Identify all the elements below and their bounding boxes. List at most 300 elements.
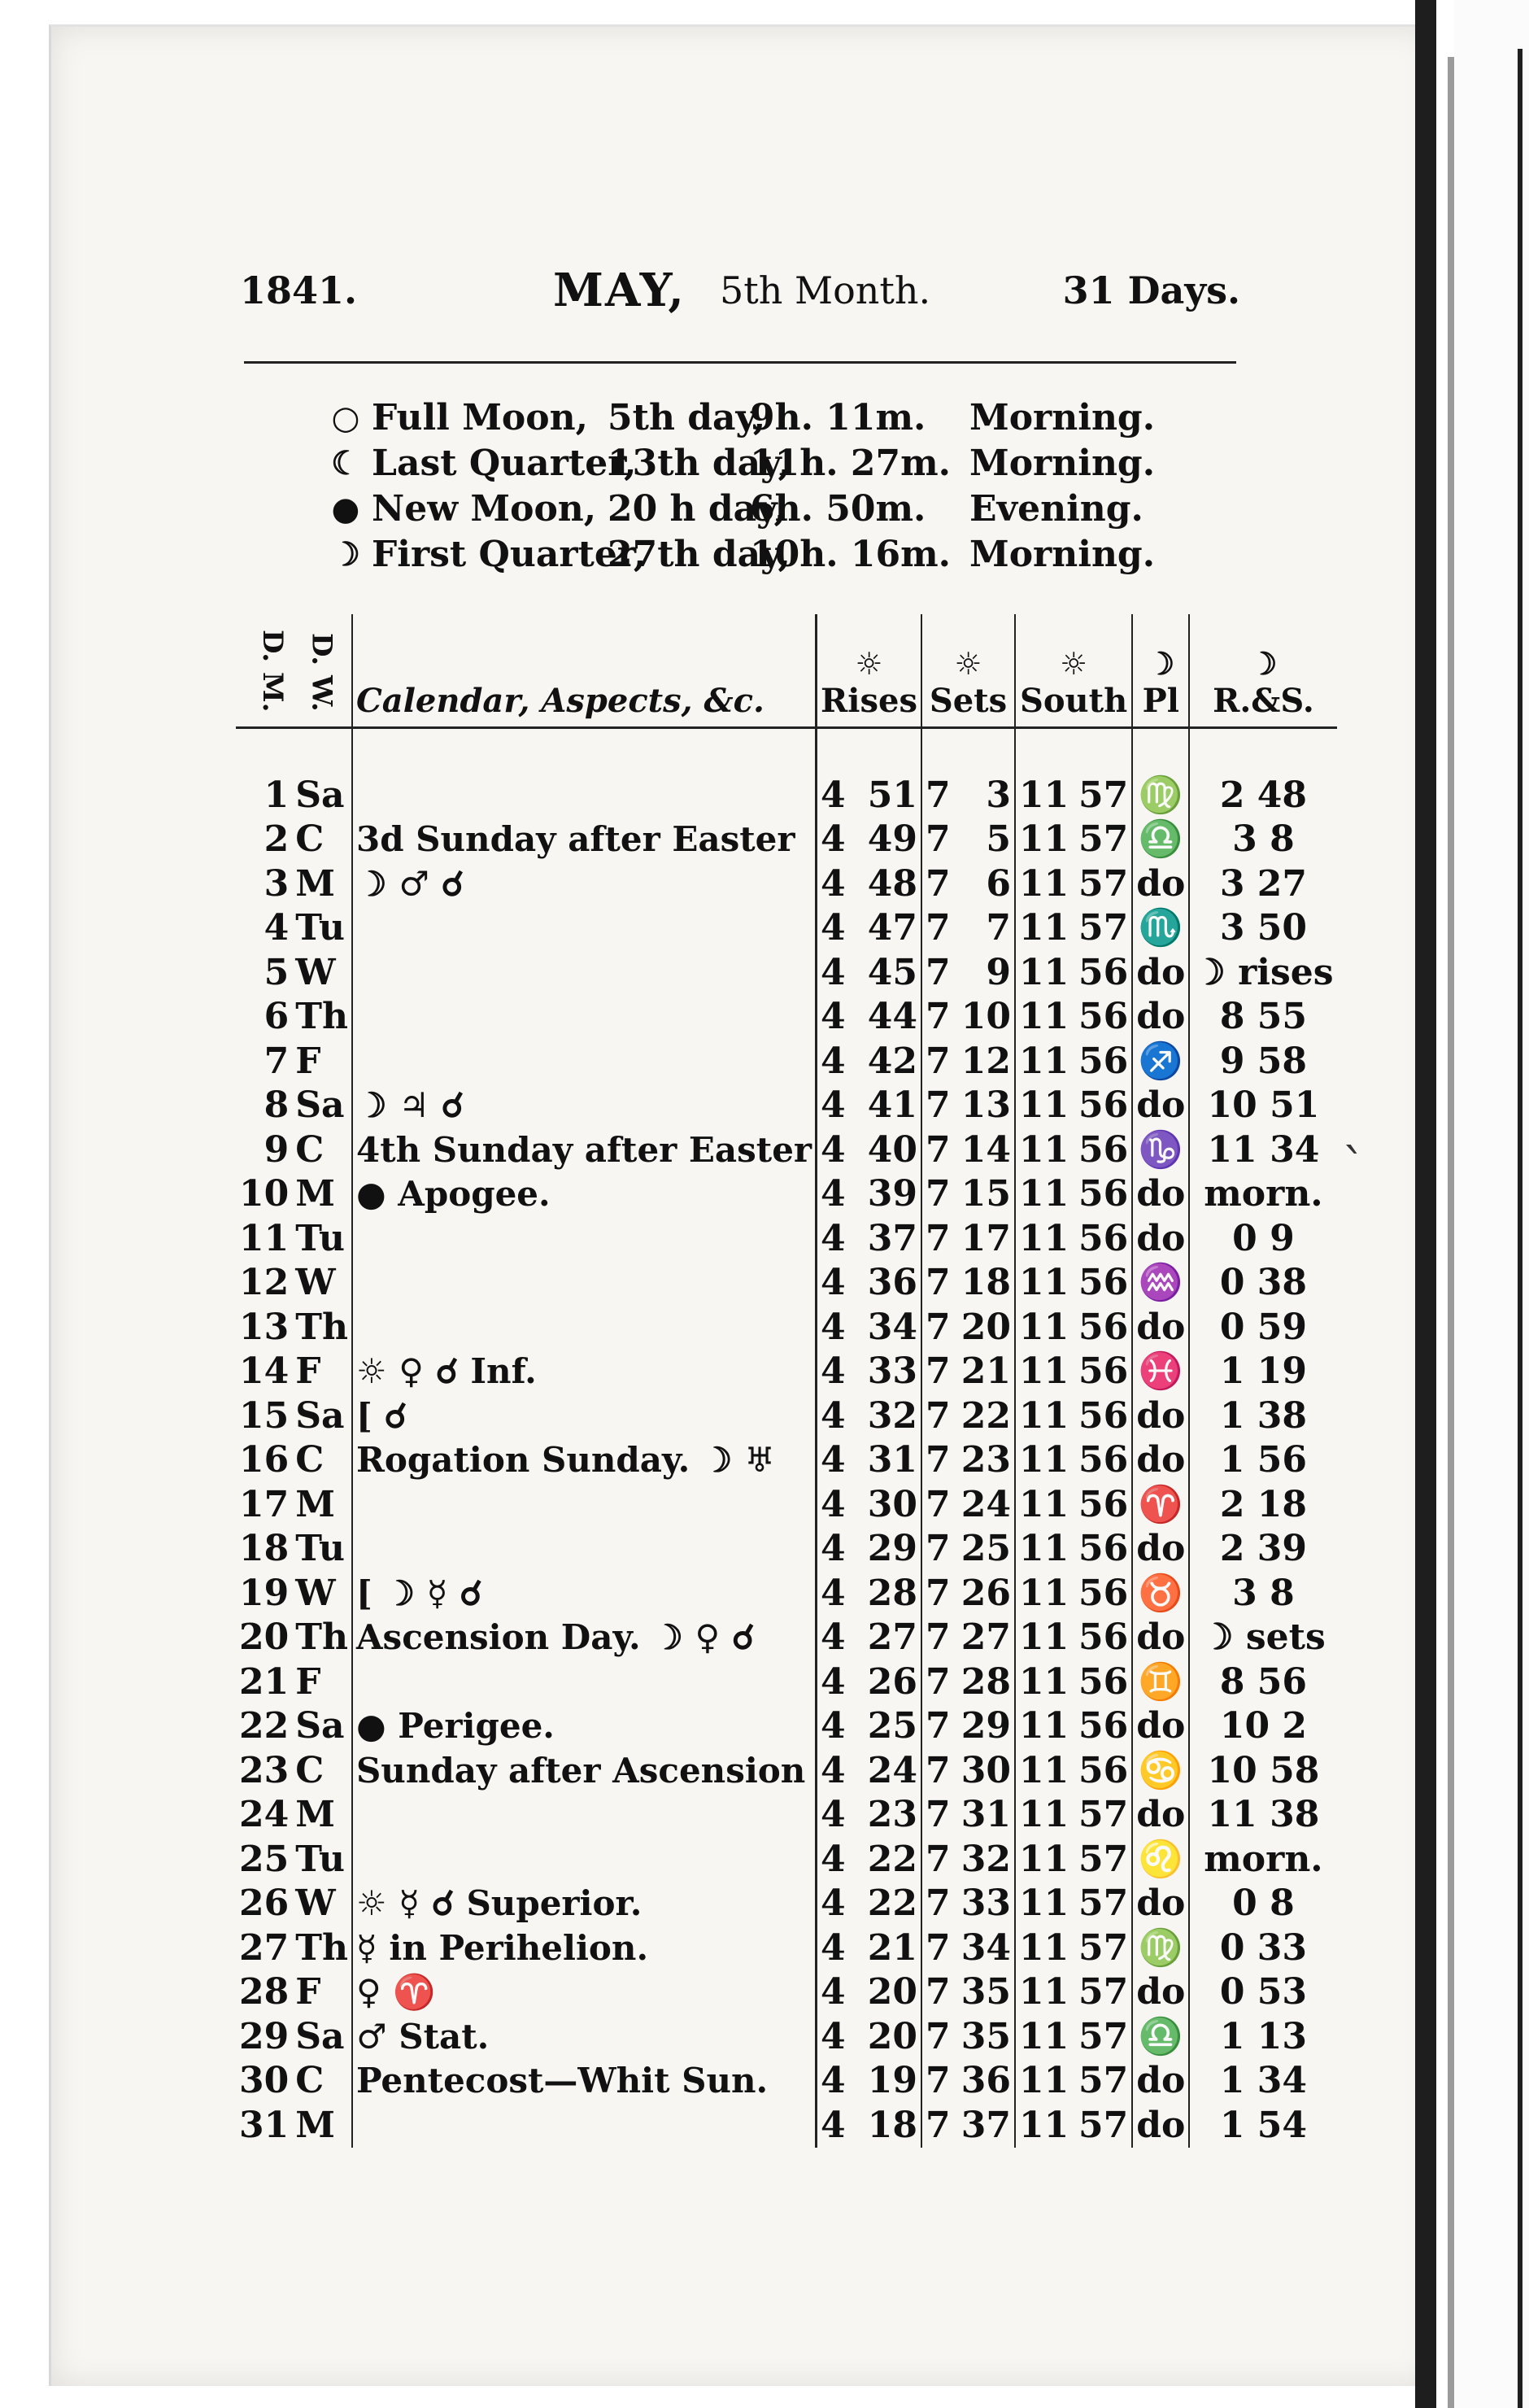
day-of-week: C — [292, 2059, 352, 2104]
moon-rise-set: 9 58 — [1219, 1040, 1308, 1082]
sun-set-hour: 7 — [925, 1040, 951, 1082]
sun-set-min: 36 — [955, 2059, 1015, 2104]
sun-set-min: 23 — [955, 1438, 1015, 1483]
calendar-note — [352, 1660, 817, 1705]
phase-name: Full Moon, — [372, 396, 588, 438]
moon-place: do — [1132, 951, 1189, 996]
calendar-note: ☿ in Perihelion. — [352, 1926, 817, 1971]
sun-rise-min: 37 — [854, 1217, 921, 1262]
day-of-week: M — [292, 1172, 352, 1217]
calendar-note: ☽ ♂ ☌ — [352, 862, 817, 907]
sun-set-hour: 7 — [925, 1971, 951, 2013]
sun-rise-min: 20 — [854, 1970, 921, 2015]
sun-rise-hour: 4 — [821, 1217, 846, 1259]
calendar-note — [352, 2104, 817, 2148]
moon-place: ♓ — [1132, 1350, 1189, 1394]
sun-set-min: 22 — [955, 1394, 1015, 1439]
first-quarter-icon: ☽ — [331, 534, 360, 574]
sun-rise-hour: 4 — [821, 2060, 846, 2102]
sun-rise-hour: 4 — [821, 951, 846, 993]
moon-rise-set: 10 58 — [1207, 1749, 1320, 1791]
phase-first-quarter — [329, 531, 1224, 577]
sun-set-hour: 7 — [925, 907, 951, 949]
day-of-week: Sa — [292, 1704, 352, 1749]
table-row — [236, 1749, 1337, 1794]
col-sun-sets: ☼ Sets — [921, 614, 1015, 728]
sun-rise-hour: 4 — [821, 1705, 846, 1747]
sun-south-min: 56 — [1072, 1217, 1132, 1262]
moon-rise-set: 2 48 — [1219, 774, 1308, 816]
sun-set-min: 10 — [955, 995, 1015, 1040]
sun-rise-min: 29 — [854, 1527, 921, 1572]
sun-set-min: 6 — [955, 862, 1015, 907]
calendar-note: Ascension Day. ☽ ♀ ☌ — [352, 1616, 817, 1660]
day-of-month: 17 — [239, 1483, 290, 1525]
last-quarter-icon: ☾ — [331, 443, 360, 482]
moon-place: do — [1132, 1084, 1189, 1128]
sun-set-min: 30 — [955, 1749, 1015, 1794]
moon-place: do — [1132, 1217, 1189, 1262]
stray-mark: ` — [1342, 1139, 1366, 1196]
day-of-month: 19 — [239, 1572, 290, 1614]
table-row — [236, 1704, 1337, 1749]
new-moon-icon: ● — [331, 489, 360, 528]
col-sun-south: ☼ South — [1015, 614, 1132, 728]
moon-place: do — [1132, 862, 1189, 907]
day-of-week: M — [292, 1793, 352, 1838]
sun-set-hour: 7 — [925, 1882, 951, 1925]
full-moon-icon: ○ — [331, 398, 360, 437]
sun-set-min: 14 — [955, 1128, 1015, 1173]
calendar-note: 3d Sunday after Easter — [352, 818, 817, 862]
sun-set-hour: 7 — [925, 818, 951, 861]
table-row — [236, 1394, 1337, 1439]
col-day-of-month: D. M. — [236, 614, 292, 728]
sun-rise-min: 45 — [854, 951, 921, 996]
day-of-week: W — [292, 1261, 352, 1306]
table-row — [236, 818, 1337, 862]
moon-phases — [329, 395, 1224, 577]
sun-south-hour: 11 — [1018, 818, 1069, 861]
phase-time: 9h. 11m. — [750, 396, 926, 438]
sun-south-min: 56 — [1072, 1660, 1132, 1705]
sun-rise-hour: 4 — [821, 1040, 846, 1082]
sun-rise-min: 24 — [854, 1749, 921, 1794]
moon-place: do — [1132, 995, 1189, 1040]
sun-rise-hour: 4 — [821, 1173, 846, 1215]
calendar-note: ♀ ♈ — [352, 1970, 817, 2015]
table-row — [236, 1572, 1337, 1616]
moon-rise-set: ☽ sets — [1201, 1616, 1326, 1659]
sun-set-hour: 7 — [925, 1749, 951, 1791]
month-title: MAY, — [553, 264, 686, 317]
table-row — [236, 1660, 1337, 1705]
table-row — [236, 1838, 1337, 1882]
sun-south-hour: 11 — [1018, 774, 1069, 816]
table-row — [236, 2059, 1337, 2104]
sun-south-min: 56 — [1072, 1704, 1132, 1749]
sun-set-hour: 7 — [925, 1173, 951, 1215]
day-of-month: 7 — [264, 1040, 290, 1082]
moon-icon: ☽ — [1249, 645, 1278, 682]
day-of-month: 11 — [239, 1217, 290, 1259]
moon-place: do — [1132, 1970, 1189, 2015]
sun-rise-hour: 4 — [821, 1749, 846, 1791]
moon-place: ♍ — [1132, 774, 1189, 818]
phase-name: New Moon, — [372, 487, 597, 530]
sun-south-min: 57 — [1072, 1793, 1132, 1838]
moon-rise-set: 8 55 — [1219, 996, 1308, 1038]
sun-rise-min: 21 — [854, 1926, 921, 1971]
phase-when: Morning. — [969, 533, 1156, 575]
sun-rise-min: 32 — [854, 1394, 921, 1439]
moon-place: ♉ — [1132, 1572, 1189, 1616]
sun-rise-min: 22 — [854, 1882, 921, 1926]
day-of-month: 2 — [264, 818, 290, 861]
moon-rise-set: morn. — [1204, 1173, 1323, 1215]
table-row — [236, 1217, 1337, 1262]
moon-rise-set: 0 33 — [1219, 1926, 1308, 1969]
moon-place: do — [1132, 1306, 1189, 1350]
sun-set-min: 17 — [955, 1217, 1015, 1262]
day-of-week: Tu — [292, 1838, 352, 1882]
table-row — [236, 1261, 1337, 1306]
sun-set-min: 37 — [955, 2104, 1015, 2148]
day-of-month: 14 — [239, 1350, 290, 1393]
table-row — [236, 1128, 1337, 1173]
sun-set-hour: 7 — [925, 1616, 951, 1659]
moon-place: do — [1132, 1704, 1189, 1749]
moon-rise-set: 0 53 — [1219, 1971, 1308, 2013]
sun-south-hour: 11 — [1018, 1394, 1069, 1437]
year: 1841. — [240, 268, 358, 312]
sun-set-min: 20 — [955, 1306, 1015, 1350]
sun-rise-min: 30 — [854, 1483, 921, 1528]
sun-set-min: 34 — [955, 1926, 1015, 1971]
phase-new-moon — [329, 486, 1224, 531]
sun-south-min: 57 — [1072, 2104, 1132, 2148]
calendar-note — [352, 1217, 817, 1262]
moon-rise-set: 11 38 — [1207, 1794, 1320, 1836]
sun-south-min: 57 — [1072, 2015, 1132, 2060]
sun-south-min: 56 — [1072, 1306, 1132, 1350]
sun-south-hour: 11 — [1018, 1306, 1069, 1348]
calendar-note: ● Apogee. — [352, 1172, 817, 1217]
phase-day: 13th day, — [608, 442, 791, 484]
sun-rise-min: 36 — [854, 1261, 921, 1306]
moon-place: do — [1132, 1438, 1189, 1483]
moon-rise-set: 11 34 — [1207, 1128, 1320, 1171]
day-of-month: 29 — [239, 2015, 290, 2057]
sun-south-min: 57 — [1072, 862, 1132, 907]
moon-rise-set: 3 8 — [1232, 1572, 1295, 1614]
sun-rise-hour: 4 — [821, 1528, 846, 1570]
moon-rise-set: 1 34 — [1219, 2060, 1308, 2102]
calendar-note: Sunday after Ascension — [352, 1749, 817, 1794]
sun-set-hour: 7 — [925, 1262, 951, 1304]
sun-set-min: 5 — [955, 818, 1015, 862]
sun-set-min: 26 — [955, 1572, 1015, 1616]
sun-south-min: 57 — [1072, 1882, 1132, 1926]
calendar-note: [ ☽ ☿ ☌ — [352, 1572, 817, 1616]
table-row — [236, 774, 1337, 818]
sun-rise-min: 20 — [854, 2015, 921, 2060]
sun-set-hour: 7 — [925, 1705, 951, 1747]
month-subtitle: 5th Month. — [720, 268, 931, 312]
day-of-week: F — [292, 1970, 352, 2015]
calendar-note — [352, 1306, 817, 1350]
sun-rise-hour: 4 — [821, 1616, 846, 1659]
moon-rise-set: morn. — [1204, 1838, 1323, 1880]
day-of-week: Tu — [292, 1217, 352, 1262]
sun-rise-min: 49 — [854, 818, 921, 862]
sun-set-hour: 7 — [925, 1528, 951, 1570]
sun-set-min: 3 — [955, 774, 1015, 818]
sun-south-hour: 11 — [1018, 2060, 1069, 2102]
day-of-month: 12 — [239, 1262, 290, 1304]
calendar-note — [352, 1527, 817, 1572]
days-count: 31 Days. — [1062, 268, 1240, 312]
sun-rise-min: 44 — [854, 995, 921, 1040]
table-row — [236, 951, 1337, 996]
sun-set-hour: 7 — [925, 1306, 951, 1348]
sun-south-hour: 11 — [1018, 1572, 1069, 1614]
sun-south-min: 57 — [1072, 1838, 1132, 1882]
moon-place: do — [1132, 1172, 1189, 1217]
calendar-note — [352, 995, 817, 1040]
day-of-month: 18 — [239, 1528, 290, 1570]
header-rule — [244, 361, 1236, 364]
sun-set-min: 27 — [955, 1616, 1015, 1660]
sun-south-hour: 11 — [1018, 1350, 1069, 1393]
table-row — [236, 1926, 1337, 1971]
sun-south-hour: 11 — [1018, 1882, 1069, 1925]
sun-rise-min: 26 — [854, 1660, 921, 1705]
day-of-week: Sa — [292, 1394, 352, 1439]
sun-south-min: 56 — [1072, 1350, 1132, 1394]
moon-place: do — [1132, 2104, 1189, 2148]
sun-set-hour: 7 — [925, 1794, 951, 1836]
sun-south-hour: 11 — [1018, 1439, 1069, 1481]
phase-time: 10h. 16m. — [750, 533, 951, 575]
sun-rise-min: 31 — [854, 1438, 921, 1483]
table-body — [236, 774, 1337, 2148]
col-calendar: Calendar, Aspects, &c. — [352, 614, 817, 728]
moon-place: ♏ — [1132, 906, 1189, 951]
phase-day: 27th day, — [608, 533, 791, 575]
phase-time: 6h. 50m. — [750, 487, 926, 530]
sun-rise-min: 18 — [854, 2104, 921, 2148]
sun-rise-hour: 4 — [821, 2015, 846, 2057]
sun-south-min: 57 — [1072, 1970, 1132, 2015]
day-of-month: 24 — [239, 1794, 290, 1836]
sun-south-min: 56 — [1072, 1084, 1132, 1128]
sun-rise-hour: 4 — [821, 1572, 846, 1614]
sun-set-hour: 7 — [925, 951, 951, 993]
day-of-week: Th — [292, 1926, 352, 1971]
day-of-week: C — [292, 818, 352, 862]
day-of-week: Sa — [292, 774, 352, 818]
moon-rise-set: 0 59 — [1219, 1306, 1308, 1348]
sun-south-hour: 11 — [1018, 1262, 1069, 1304]
sun-rise-min: 25 — [854, 1704, 921, 1749]
sun-south-hour: 11 — [1018, 1217, 1069, 1259]
day-of-month: 9 — [264, 1128, 290, 1171]
calendar-note — [352, 1261, 817, 1306]
day-of-week: F — [292, 1350, 352, 1394]
moon-place: ♒ — [1132, 1261, 1189, 1306]
sun-south-min: 57 — [1072, 818, 1132, 862]
sun-rise-hour: 4 — [821, 1882, 846, 1925]
moon-place: ♐ — [1132, 1040, 1189, 1084]
day-of-week: M — [292, 1483, 352, 1528]
sun-set-hour: 7 — [925, 2060, 951, 2102]
calendar-note: [ ☌ — [352, 1394, 817, 1439]
sun-icon: ☼ — [1060, 645, 1088, 682]
sun-set-min: 24 — [955, 1483, 1015, 1528]
sun-south-hour: 11 — [1018, 862, 1069, 905]
sun-south-min: 57 — [1072, 2059, 1132, 2104]
moon-place: ♎ — [1132, 2015, 1189, 2060]
sun-south-hour: 11 — [1018, 1084, 1069, 1127]
day-of-week: F — [292, 1660, 352, 1705]
sun-set-hour: 7 — [925, 1217, 951, 1259]
day-of-month: 28 — [239, 1971, 290, 2013]
calendar-note — [352, 951, 817, 996]
moon-place: ♋ — [1132, 1749, 1189, 1794]
page-header — [240, 264, 1240, 325]
calendar-note — [352, 1838, 817, 1882]
col-day-of-week: D. W. — [292, 614, 352, 728]
moon-place: ♊ — [1132, 1660, 1189, 1705]
table-row — [236, 1793, 1337, 1838]
calendar-note — [352, 1793, 817, 1838]
phase-day: 5th day, — [608, 396, 766, 438]
sun-rise-min: 42 — [854, 1040, 921, 1084]
day-of-month: 31 — [239, 2104, 290, 2146]
sun-rise-hour: 4 — [821, 1262, 846, 1304]
day-of-month: 13 — [239, 1306, 290, 1348]
day-of-month: 1 — [264, 774, 290, 816]
table-row — [236, 906, 1337, 951]
sun-set-min: 35 — [955, 1970, 1015, 2015]
sun-rise-hour: 4 — [821, 1350, 846, 1393]
sun-rise-hour: 4 — [821, 2104, 846, 2146]
moon-place: do — [1132, 1616, 1189, 1660]
book-binding — [1415, 0, 1436, 2408]
table-row — [236, 862, 1337, 907]
sun-rise-hour: 4 — [821, 1439, 846, 1481]
moon-place: ♍ — [1132, 1926, 1189, 1971]
moon-place: do — [1132, 1793, 1189, 1838]
table-row — [236, 1483, 1337, 1528]
sun-rise-hour: 4 — [821, 774, 846, 816]
sun-south-hour: 11 — [1018, 1926, 1069, 1969]
sun-set-min: 31 — [955, 1793, 1015, 1838]
day-of-week: M — [292, 2104, 352, 2148]
sun-south-hour: 11 — [1018, 1173, 1069, 1215]
moon-rise-set: 3 50 — [1219, 907, 1308, 949]
table-row — [236, 1084, 1337, 1128]
day-of-month: 22 — [239, 1705, 290, 1747]
day-of-month: 27 — [239, 1926, 290, 1969]
day-of-week: Th — [292, 1616, 352, 1660]
moon-rise-set: 1 54 — [1219, 2104, 1308, 2146]
sun-rise-min: 34 — [854, 1306, 921, 1350]
sun-south-hour: 11 — [1018, 1483, 1069, 1525]
sun-rise-hour: 4 — [821, 1084, 846, 1127]
almanac-table — [236, 614, 1337, 2148]
table-row — [236, 1970, 1337, 2015]
sun-south-hour: 11 — [1018, 1128, 1069, 1171]
calendar-note: ☼ ☿ ☌ Superior. — [352, 1882, 817, 1926]
sun-set-hour: 7 — [925, 996, 951, 1038]
sun-set-min: 25 — [955, 1527, 1015, 1572]
sun-rise-hour: 4 — [821, 1971, 846, 2013]
sun-rise-hour: 4 — [821, 1660, 846, 1703]
day-of-week: M — [292, 862, 352, 907]
moon-rise-set: 3 27 — [1219, 862, 1308, 905]
day-of-month: 26 — [239, 1882, 290, 1925]
sun-rise-hour: 4 — [821, 818, 846, 861]
calendar-note: ☼ ♀ ☌ Inf. — [352, 1350, 817, 1394]
sun-south-min: 56 — [1072, 1483, 1132, 1528]
sun-set-min: 9 — [955, 951, 1015, 996]
moon-rise-set: 8 56 — [1219, 1660, 1308, 1703]
sun-south-min: 57 — [1072, 774, 1132, 818]
day-of-week: W — [292, 1572, 352, 1616]
sun-rise-min: 47 — [854, 906, 921, 951]
day-of-month: 4 — [264, 907, 290, 949]
moon-place: ♈ — [1132, 1483, 1189, 1528]
day-of-month: 30 — [239, 2060, 290, 2102]
moon-rise-set: 2 39 — [1219, 1528, 1308, 1570]
moon-place: do — [1132, 1394, 1189, 1439]
sun-south-min: 56 — [1072, 1438, 1132, 1483]
sun-rise-hour: 4 — [821, 1306, 846, 1348]
day-of-month: 25 — [239, 1838, 290, 1880]
moon-rise-set: 1 19 — [1219, 1350, 1308, 1393]
sun-rise-hour: 4 — [821, 1838, 846, 1880]
day-of-month: 10 — [239, 1173, 290, 1215]
sun-set-hour: 7 — [925, 1483, 951, 1525]
sun-south-min: 57 — [1072, 1926, 1132, 1971]
sun-south-hour: 11 — [1018, 1660, 1069, 1703]
day-of-month: 16 — [239, 1439, 290, 1481]
sun-set-hour: 7 — [925, 2104, 951, 2146]
sun-set-hour: 7 — [925, 1439, 951, 1481]
sun-rise-min: 19 — [854, 2059, 921, 2104]
sun-south-min: 57 — [1072, 906, 1132, 951]
moon-rise-set: 2 18 — [1219, 1483, 1308, 1525]
page-edge — [1518, 49, 1522, 2408]
moon-rise-set: 1 13 — [1219, 2015, 1308, 2057]
table-header-row — [236, 614, 1337, 728]
day-of-month: 5 — [264, 951, 290, 993]
moon-rise-set: 10 2 — [1219, 1705, 1308, 1747]
col-moon-rises-sets: ☽ R.&S. — [1189, 614, 1336, 728]
phase-when: Morning. — [969, 442, 1156, 484]
sun-rise-min: 23 — [854, 1793, 921, 1838]
phase-name: First Quarter, — [372, 533, 647, 575]
sun-rise-hour: 4 — [821, 1394, 846, 1437]
sun-rise-min: 22 — [854, 1838, 921, 1882]
sun-south-hour: 11 — [1018, 907, 1069, 949]
sun-south-min: 56 — [1072, 1172, 1132, 1217]
table-row — [236, 995, 1337, 1040]
sun-south-min: 56 — [1072, 1616, 1132, 1660]
sun-south-hour: 11 — [1018, 2104, 1069, 2146]
